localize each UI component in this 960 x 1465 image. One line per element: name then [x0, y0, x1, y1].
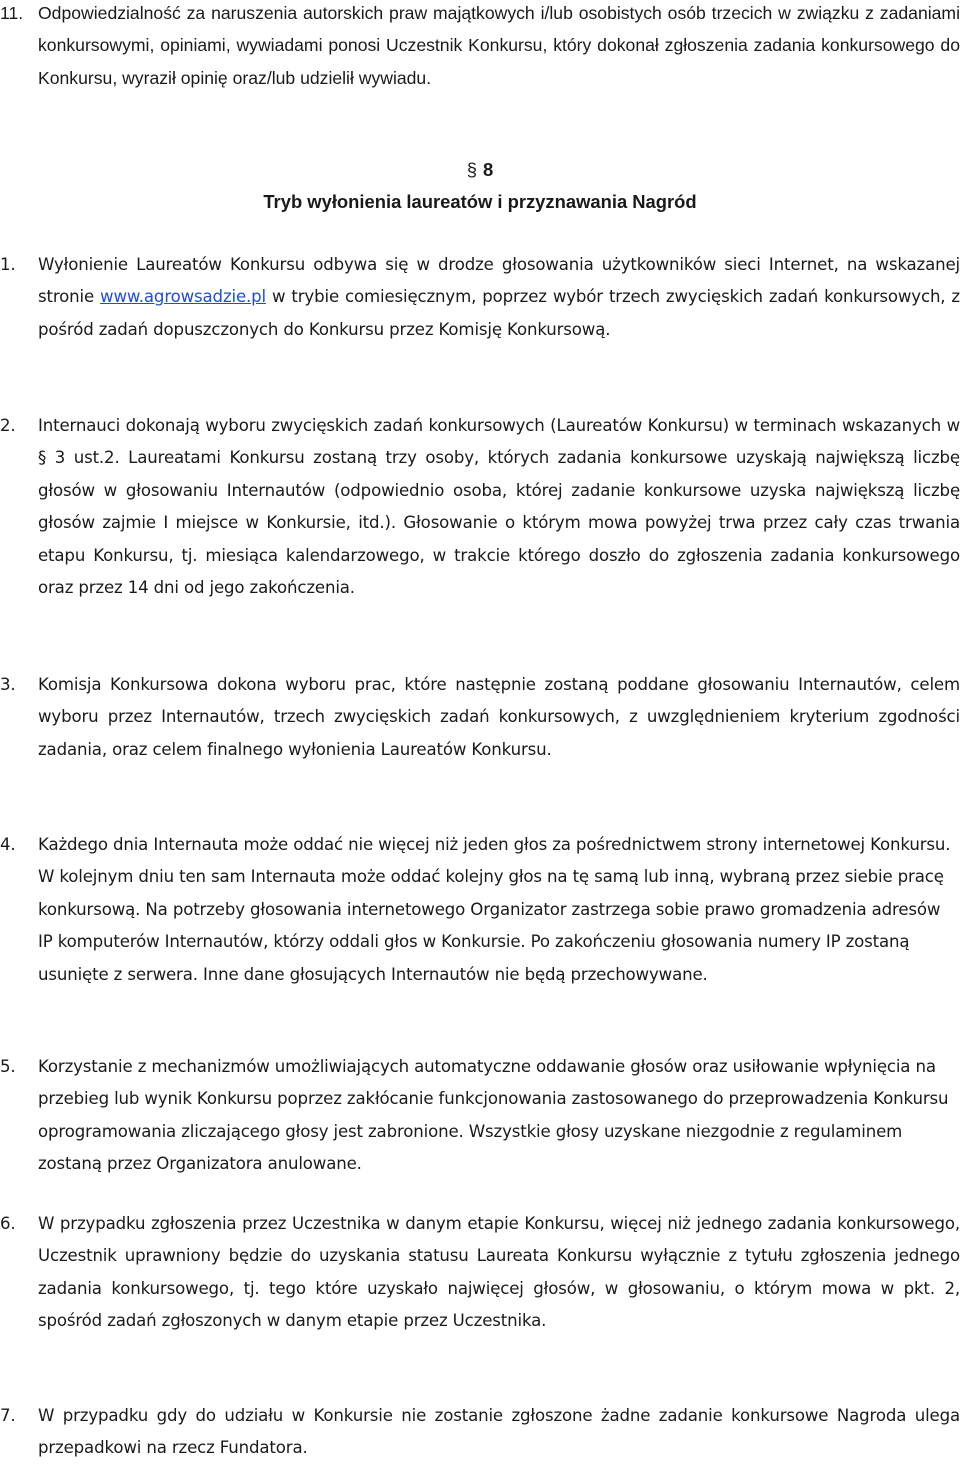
item-text: W przypadku gdy do udziału w Konkursie nie zostanie zgłoszone żadne zadanie konkursowe Nagroda ulega przepadkowi na rzecz Fundatora.	[38, 1406, 960, 1458]
list-item-4	[0, 829, 960, 991]
list-item-2	[0, 410, 960, 604]
item-text: Korzystanie z mechanizmów umożliwiających automatyczne oddawanie głosów oraz usiłowanie wpłynięcia na przebieg lub wynik Konkursu poprzez zakłócanie funkcjonowania zastosowanego do przeprowadzenia Konkursu oprogramowania zliczającego głosy jest zabronione. Wszystkie głosy uzyskane niezgodnie z regulaminem zostaną przez Organizatora anulowane.	[38, 1057, 949, 1174]
item-text: Każdego dnia Internauta może oddać nie więcej niż jeden głos za pośrednictwem strony internetowej Konkursu. W kolejnym dniu ten sam Internauta może oddać kolejny głos na tę samą lub inną, wybraną przez siebie pracę konkursową. Na potrzeby głosowania internetowego Organizator zastrzega sobie prawo gromadzenia adresów IP komputerów Internautów, którzy oddali głos w Konkursie. Po zakończeniu głosowania numery IP zostaną usunięte z serwera. Inne dane głosujących Internautów nie będą przechowywane.	[38, 835, 951, 984]
list-item-7	[0, 1400, 960, 1465]
website-link[interactable]: www.agrowsadzie.pl	[100, 287, 266, 307]
item-number: 1.	[0, 255, 16, 274]
item-number: 2.	[0, 416, 16, 435]
item-text	[38, 249, 960, 346]
item-text-after: w trybie comiesięcznym, poprzez wybór trzech zwycięskich zadań konkursowych, z pośród zadań dopuszczonych do Konkursu przez Komisję Konkursową.	[38, 287, 960, 339]
item-text: W przypadku zgłoszenia przez Uczestnika w danym etapie Konkursu, więcej niż jednego zadania konkursowego, Uczestnik uprawniony będzie do uzyskania statusu Laureata Konkursu wyłącznie z tytułu zgłoszenia jednego zadania konkursowego, tj. tego które uzyskało najwięcej głosów, w głosowaniu, o którym mowa w pkt. 2, spośród zadań zgłoszonych w danym etapie przez Uczestnika.	[38, 1214, 960, 1331]
item-text: Komisja Konkursowa dokona wyboru prac, które następnie zostaną poddane głosowaniu Internautów, celem wyboru przez Internautów, trzech zwycięskich zadań konkursowych, z uwzględnieniem kryterium zgodności zadania, oraz celem finalnego wyłonienia Laureatów Konkursu.	[38, 675, 960, 759]
item-text-before: Wyłonienie Laureatów Konkursu odbywa się w drodze głosowania użytkowników sieci Internet, na wskazanej stronie	[38, 255, 960, 307]
list-item-1	[0, 249, 960, 346]
item-text: Odpowiedzialność za naruszenia autorskich praw majątkowych i/lub osobistych osób trzecich w związku z zadaniami konkursowymi, opiniami, wywiadami ponosi Uczestnik Konkursu, który dokonał zgłoszenia zadania konkursowego do Konkursu, wyraził opinię oraz/lub udzielił wywiadu.	[38, 3, 960, 88]
list-item-3	[0, 669, 960, 766]
section-number-value: 8	[483, 159, 494, 180]
list-item-5	[0, 1051, 960, 1181]
item-number: 5.	[0, 1057, 16, 1076]
section-number	[0, 154, 960, 186]
item-number: 11.	[0, 3, 24, 23]
item-number: 3.	[0, 675, 16, 694]
list-item-11	[0, 0, 960, 94]
item-number: 7.	[0, 1406, 16, 1425]
item-text: Internauci dokonają wyboru zwycięskich zadań konkursowych (Laureatów Konkursu) w terminach wskazanych w § 3 ust.2. Laureatami Konkursu zostaną trzy osoby, których zadania konkursowe uzyskają największą liczbę głosów w głosowaniu Internautów (odpowiednio osoba, której zadanie konkursowe uzyska największą liczbę głosów zajmie I miejsce w Konkursie, itd.). Głosowanie o którym mowa powyżej trwa przez cały czas trwania etapu Konkursu, tj. miesiąca kalendarzowego, w trakcie którego doszło do zgłoszenia zadania konkursowego oraz przez 14 dni od jego zakończenia.	[38, 416, 960, 598]
list-item-6	[0, 1208, 960, 1338]
section-title: Tryb wyłonienia laureatów i przyznawania Nagród	[263, 191, 697, 212]
item-number: 6.	[0, 1214, 16, 1233]
section-sign: §	[466, 159, 477, 180]
item-number: 4.	[0, 835, 16, 854]
